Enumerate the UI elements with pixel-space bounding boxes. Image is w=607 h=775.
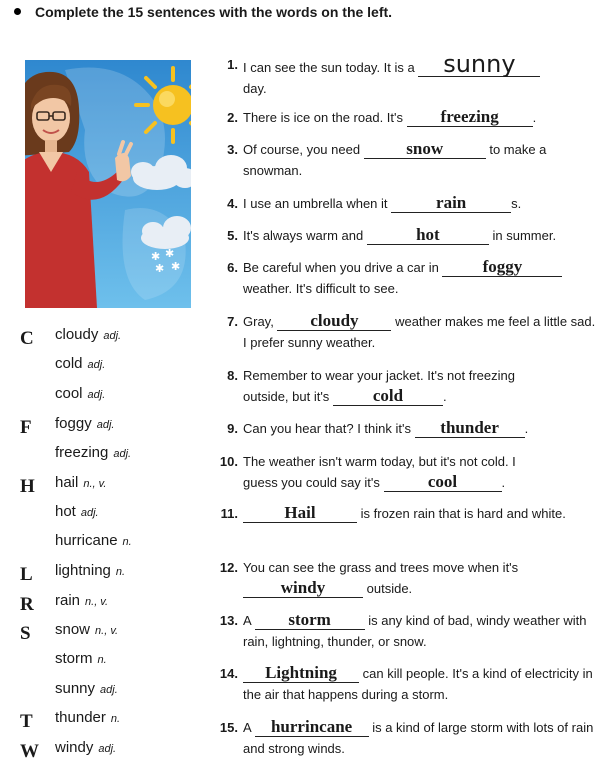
sentence-text-before: Can you hear that? I think it's bbox=[243, 421, 411, 436]
word-text: cool bbox=[55, 385, 83, 402]
sentence-text-before: It's always warm and bbox=[243, 228, 364, 243]
word-letter: L bbox=[20, 564, 33, 585]
sentence-text-before: You can see the grass and trees move when it's bbox=[243, 560, 519, 575]
answer-blank[interactable]: freezing bbox=[440, 107, 499, 126]
sentence-number: 4. bbox=[227, 196, 238, 211]
sentence-text-before: There is ice on the road. It's bbox=[243, 110, 404, 125]
answer-blank[interactable]: thunder bbox=[440, 418, 499, 437]
sentence-text-after: weather. It's difficult to see. bbox=[243, 281, 399, 296]
svg-text:✱: ✱ bbox=[155, 262, 165, 275]
word-item-cloudy bbox=[0, 326, 200, 350]
sentence-text-before: Remember to wear your jacket. It's not freezing outside, but it's bbox=[243, 368, 515, 404]
word-pos: adj. bbox=[100, 684, 118, 696]
word-item-sunny bbox=[0, 680, 200, 704]
word-item-freezing bbox=[0, 444, 200, 468]
sentence-text-after: . bbox=[442, 389, 447, 404]
sentence-number: 1. bbox=[227, 57, 238, 72]
sentence-number: 7. bbox=[227, 314, 238, 329]
sentence-text-after: to make a snowman. bbox=[243, 142, 547, 178]
word-item-cold bbox=[0, 355, 200, 379]
word-pos: adj. bbox=[80, 507, 99, 519]
word-letter: H bbox=[20, 476, 35, 497]
word-item-rain bbox=[0, 592, 200, 616]
word-pos: n., v. bbox=[83, 478, 107, 490]
sentence-number: 11. bbox=[220, 506, 238, 521]
sentence-text-after: . bbox=[532, 110, 537, 125]
word-pos: n., v. bbox=[85, 596, 109, 608]
sentence-text-after: is frozen rain that is hard and white. bbox=[360, 506, 566, 521]
answer-blank[interactable]: windy bbox=[280, 578, 326, 597]
word-pos: adj. bbox=[87, 389, 106, 401]
sentence-text-after: can kill people. It's a kind of electricity in the air that happens during a storm. bbox=[243, 666, 593, 702]
sentence-text-before: Gray, bbox=[243, 314, 274, 329]
answer-blank[interactable]: cold bbox=[372, 386, 404, 405]
word-text: hot bbox=[55, 503, 76, 520]
word-text: sunny bbox=[55, 680, 96, 697]
answer-blank[interactable]: Lightning bbox=[265, 663, 337, 682]
sentence-text-before: Of course, you need bbox=[243, 142, 361, 157]
sentence-number: 9. bbox=[227, 421, 238, 436]
sentence-text-after: is a kind of large storm with lots of rain and strong winds. bbox=[243, 720, 594, 756]
sentence-number: 3. bbox=[227, 142, 238, 157]
word-letter: C bbox=[20, 328, 34, 349]
word-pos: n. bbox=[122, 536, 132, 548]
word-text: thunder bbox=[55, 709, 106, 726]
bullet-icon bbox=[14, 8, 21, 15]
sentence-text-after: outside. bbox=[366, 581, 413, 596]
word-item-lightning bbox=[0, 562, 200, 586]
instruction-text: Complete the 15 sentences with the words on the left. bbox=[35, 4, 393, 20]
weather-presenter-illustration bbox=[25, 60, 191, 308]
word-pos: n. bbox=[110, 713, 121, 725]
word-letter: W bbox=[20, 741, 39, 762]
word-item-storm bbox=[0, 650, 200, 674]
answer-blank[interactable]: Hail bbox=[284, 503, 316, 522]
sentence-text-after: s. bbox=[511, 196, 522, 211]
word-pos: adj. bbox=[87, 359, 106, 371]
sentence-text-after: . bbox=[524, 421, 529, 436]
word-pos: n., v. bbox=[95, 625, 119, 637]
word-text: cold bbox=[55, 355, 83, 372]
sentence-number: 10. bbox=[219, 454, 238, 469]
word-text: storm bbox=[55, 650, 93, 667]
word-item-hot bbox=[0, 503, 200, 527]
word-item-snow bbox=[0, 621, 200, 645]
sentence-number: 6. bbox=[227, 260, 238, 275]
svg-text:✱: ✱ bbox=[165, 247, 175, 260]
answer-blank[interactable]: storm bbox=[288, 610, 331, 629]
sentence-number: 5. bbox=[227, 228, 238, 243]
sentence-number: 8. bbox=[227, 368, 238, 383]
sentence-text-before: I can see the sun today. It is a bbox=[243, 60, 415, 75]
answer-blank[interactable]: hurrincane bbox=[270, 717, 353, 736]
answer-blank[interactable]: cloudy bbox=[310, 311, 359, 330]
word-item-cool bbox=[0, 385, 200, 409]
word-pos: adj. bbox=[96, 419, 115, 431]
word-item-foggy bbox=[0, 415, 200, 439]
word-pos: n. bbox=[97, 654, 107, 666]
sentence-text-after: . bbox=[501, 475, 506, 490]
answer-blank[interactable]: sunny bbox=[443, 50, 516, 78]
answer-blank[interactable]: hot bbox=[416, 225, 440, 244]
word-pos: adj. bbox=[113, 448, 132, 460]
sentence-text-before: Be careful when you drive a car in bbox=[243, 260, 439, 275]
sentence-text-before: A bbox=[243, 613, 251, 628]
word-pos: adj. bbox=[103, 330, 122, 342]
word-item-hail bbox=[0, 474, 200, 498]
answer-blank[interactable]: foggy bbox=[482, 257, 523, 276]
sentence-text-after: in summer. bbox=[492, 228, 557, 243]
word-letter: S bbox=[20, 623, 31, 644]
sentence-number: 15. bbox=[219, 720, 238, 735]
sentence-number: 13. bbox=[219, 613, 238, 628]
word-text: hurricane bbox=[55, 532, 118, 549]
weather-map-icon bbox=[25, 60, 191, 308]
word-letter: F bbox=[20, 417, 32, 438]
word-text: cloudy bbox=[55, 326, 99, 343]
sentence-text-before: The weather isn't warm today, but it's not cold. I guess you could say it's bbox=[243, 454, 516, 490]
sentence-text-after: day. bbox=[243, 81, 267, 96]
word-item-hurricane bbox=[0, 532, 200, 556]
word-item-windy bbox=[0, 739, 200, 763]
answer-blank[interactable]: snow bbox=[406, 139, 444, 158]
word-pos: n. bbox=[115, 566, 126, 578]
word-text: hail bbox=[55, 474, 79, 491]
sentence-number: 2. bbox=[227, 110, 238, 125]
word-text: freezing bbox=[55, 444, 109, 461]
answer-blank[interactable]: rain bbox=[436, 193, 467, 212]
answer-blank[interactable]: cool bbox=[427, 472, 458, 491]
sentence-text-after: is any kind of bad, windy weather with rain, lightning, thunder, or snow. bbox=[243, 613, 587, 649]
svg-text:✱: ✱ bbox=[171, 260, 181, 273]
sentence-text-before: I use an umbrella when it bbox=[243, 196, 388, 211]
word-text: snow bbox=[55, 621, 91, 638]
sentence-text-after: weather makes me feel a little sad. I prefer sunny weather. bbox=[243, 314, 596, 350]
word-text: windy bbox=[55, 739, 94, 756]
word-item-thunder bbox=[0, 709, 200, 733]
instructions bbox=[14, 4, 392, 20]
word-letter: T bbox=[20, 711, 33, 732]
word-text: lightning bbox=[55, 562, 111, 579]
sentence-text-before: A bbox=[243, 720, 251, 735]
word-pos: adj. bbox=[98, 743, 117, 755]
word-letter: R bbox=[20, 594, 34, 615]
svg-text:✱: ✱ bbox=[151, 250, 161, 263]
sentence-number: 12. bbox=[219, 560, 238, 575]
word-text: foggy bbox=[55, 415, 92, 432]
sentence-number: 14. bbox=[219, 666, 238, 681]
word-text: rain bbox=[55, 592, 81, 609]
